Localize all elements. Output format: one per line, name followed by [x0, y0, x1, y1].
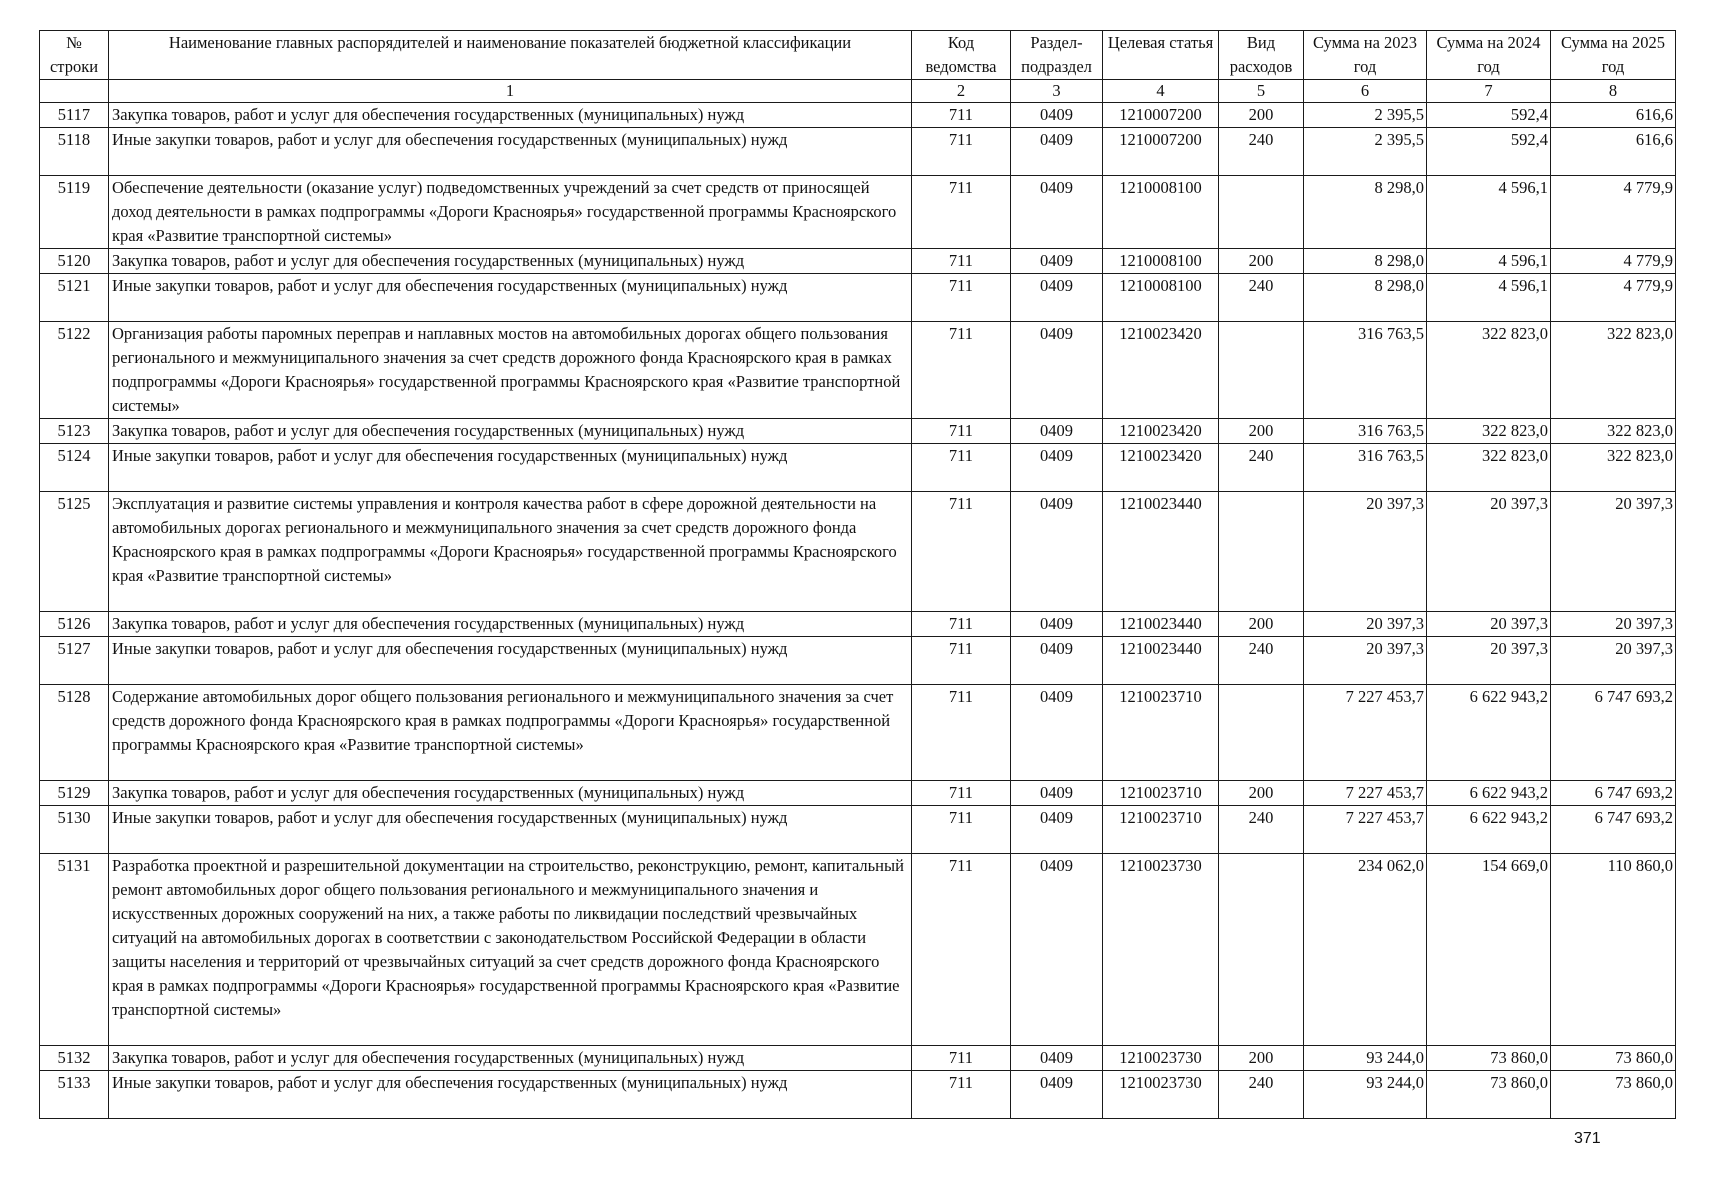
row-target: 1210008100: [1103, 249, 1219, 274]
row-target: 1210008100: [1103, 176, 1219, 249]
row-section: 0409: [1011, 637, 1103, 685]
row-sum-2024: 20 397,3: [1427, 492, 1551, 612]
row-expense-type: 200: [1219, 103, 1304, 128]
row-expense-type: 240: [1219, 444, 1304, 492]
row-section: 0409: [1011, 1046, 1103, 1071]
row-number: 5118: [40, 128, 109, 176]
row-sum-2023: 7 227 453,7: [1304, 781, 1427, 806]
row-sum-2024: 73 860,0: [1427, 1071, 1551, 1119]
row-name: Иные закупки товаров, работ и услуг для обеспечения государственных (муниципальных) нужд: [109, 274, 912, 322]
row-section: 0409: [1011, 492, 1103, 612]
row-dept-code: 711: [912, 806, 1011, 854]
header-name: Наименование главных распорядителей и наименование показателей бюджетной классификации: [109, 31, 912, 80]
row-target: 1210023710: [1103, 781, 1219, 806]
row-dept-code: 711: [912, 322, 1011, 419]
header-sum-2023: Сумма на 2023 год: [1304, 31, 1427, 80]
row-sum-2023: 20 397,3: [1304, 637, 1427, 685]
table-row: [40, 806, 1676, 854]
row-number: 5117: [40, 103, 109, 128]
row-section: 0409: [1011, 444, 1103, 492]
row-section: 0409: [1011, 806, 1103, 854]
table-row: [40, 103, 1676, 128]
row-sum-2024: 4 596,1: [1427, 249, 1551, 274]
table-row: [40, 492, 1676, 612]
row-sum-2025: 4 779,9: [1551, 249, 1676, 274]
row-number: 5132: [40, 1046, 109, 1071]
row-number: 5133: [40, 1071, 109, 1119]
row-target: 1210007200: [1103, 128, 1219, 176]
row-sum-2025: 20 397,3: [1551, 492, 1676, 612]
row-dept-code: 711: [912, 103, 1011, 128]
column-number: 4: [1103, 80, 1219, 103]
row-sum-2025: 6 747 693,2: [1551, 685, 1676, 781]
row-sum-2024: 592,4: [1427, 128, 1551, 176]
row-sum-2023: 7 227 453,7: [1304, 806, 1427, 854]
row-name: Иные закупки товаров, работ и услуг для обеспечения государственных (муниципальных) нужд: [109, 637, 912, 685]
row-expense-type: 200: [1219, 612, 1304, 637]
row-expense-type: 240: [1219, 1071, 1304, 1119]
table-row: [40, 274, 1676, 322]
row-section: 0409: [1011, 322, 1103, 419]
row-number: 5126: [40, 612, 109, 637]
row-sum-2023: 2 395,5: [1304, 128, 1427, 176]
row-number: 5124: [40, 444, 109, 492]
row-target: 1210023420: [1103, 444, 1219, 492]
row-dept-code: 711: [912, 854, 1011, 1046]
row-dept-code: 711: [912, 781, 1011, 806]
row-sum-2025: 322 823,0: [1551, 444, 1676, 492]
row-expense-type: 240: [1219, 128, 1304, 176]
row-dept-code: 711: [912, 637, 1011, 685]
row-expense-type: 200: [1219, 419, 1304, 444]
row-number: 5128: [40, 685, 109, 781]
column-number: 3: [1011, 80, 1103, 103]
row-target: 1210023420: [1103, 419, 1219, 444]
row-name: Обеспечение деятельности (оказание услуг) подведомственных учреждений за счет средств от приносящей доход деятельности в рамках подпрограммы «Дороги Красноярья» государственной программы Красноярского края «Развитие транспортной системы»: [109, 176, 912, 249]
row-sum-2025: 110 860,0: [1551, 854, 1676, 1046]
row-sum-2023: 7 227 453,7: [1304, 685, 1427, 781]
row-name: Закупка товаров, работ и услуг для обеспечения государственных (муниципальных) нужд: [109, 419, 912, 444]
row-sum-2024: 322 823,0: [1427, 444, 1551, 492]
header-row-no: № строки: [40, 31, 109, 80]
row-sum-2023: 20 397,3: [1304, 612, 1427, 637]
row-sum-2024: 20 397,3: [1427, 612, 1551, 637]
row-target: 1210023710: [1103, 806, 1219, 854]
row-target: 1210023440: [1103, 492, 1219, 612]
row-sum-2024: 6 622 943,2: [1427, 685, 1551, 781]
row-target: 1210023440: [1103, 637, 1219, 685]
row-expense-type: [1219, 176, 1304, 249]
column-number-row: [40, 80, 1676, 103]
row-target: 1210023440: [1103, 612, 1219, 637]
row-name: Закупка товаров, работ и услуг для обеспечения государственных (муниципальных) нужд: [109, 103, 912, 128]
row-section: 0409: [1011, 685, 1103, 781]
row-sum-2025: 6 747 693,2: [1551, 781, 1676, 806]
table-row: [40, 685, 1676, 781]
row-name: Иные закупки товаров, работ и услуг для обеспечения государственных (муниципальных) нужд: [109, 806, 912, 854]
row-dept-code: 711: [912, 1046, 1011, 1071]
row-number: 5130: [40, 806, 109, 854]
row-dept-code: 711: [912, 492, 1011, 612]
row-sum-2024: 4 596,1: [1427, 176, 1551, 249]
row-sum-2023: 93 244,0: [1304, 1071, 1427, 1119]
table-row: [40, 128, 1676, 176]
row-section: 0409: [1011, 419, 1103, 444]
row-sum-2024: 322 823,0: [1427, 322, 1551, 419]
row-expense-type: [1219, 322, 1304, 419]
row-sum-2025: 20 397,3: [1551, 637, 1676, 685]
table-row: [40, 322, 1676, 419]
table-row: [40, 1046, 1676, 1071]
row-name: Организация работы паромных переправ и наплавных мостов на автомобильных дорогах общего пользования регионального и межмуниципального значения за счет средств дорожного фонда Красноярского края в рамках подпрограммы «Дороги Красноярья» государственной программы Красноярского края «Развитие транспортной системы»: [109, 322, 912, 419]
row-expense-type: 240: [1219, 806, 1304, 854]
row-expense-type: 240: [1219, 274, 1304, 322]
column-number: 6: [1304, 80, 1427, 103]
row-sum-2025: 616,6: [1551, 103, 1676, 128]
row-sum-2025: 322 823,0: [1551, 419, 1676, 444]
row-expense-type: 200: [1219, 249, 1304, 274]
row-sum-2023: 8 298,0: [1304, 274, 1427, 322]
row-name: Разработка проектной и разрешительной документации на строительство, реконструкцию, ремонт, капитальный ремонт автомобильных дорог общего пользования регионального и межмуниципального значения и искусственных дорожных сооружений на них, а также работы по ликвидации последствий чрезвычайных ситуаций на автомобильных дорогах в соответствии с законодательством Российской Федерации в области защиты населения и территорий от чрезвычайных ситуаций за счет средств дорожного фонда Красноярского края в рамках подпрограммы «Дороги Красноярья» государственной программы Красноярского края «Развитие транспортной системы»: [109, 854, 912, 1046]
header-section: Раздел-подраздел: [1011, 31, 1103, 80]
row-target: 1210023730: [1103, 1071, 1219, 1119]
table-row: [40, 612, 1676, 637]
header-target: Целевая статья: [1103, 31, 1219, 80]
row-target: 1210023420: [1103, 322, 1219, 419]
row-dept-code: 711: [912, 249, 1011, 274]
row-sum-2025: 4 779,9: [1551, 176, 1676, 249]
row-target: 1210023710: [1103, 685, 1219, 781]
column-number: 7: [1427, 80, 1551, 103]
row-expense-type: [1219, 685, 1304, 781]
row-name: Иные закупки товаров, работ и услуг для обеспечения государственных (муниципальных) нужд: [109, 444, 912, 492]
header-expense-type: Вид расходов: [1219, 31, 1304, 80]
column-number: 1: [109, 80, 912, 103]
row-sum-2023: 20 397,3: [1304, 492, 1427, 612]
row-number: 5119: [40, 176, 109, 249]
row-sum-2023: 316 763,5: [1304, 444, 1427, 492]
row-section: 0409: [1011, 854, 1103, 1046]
column-number: 5: [1219, 80, 1304, 103]
row-name: Закупка товаров, работ и услуг для обеспечения государственных (муниципальных) нужд: [109, 249, 912, 274]
row-sum-2023: 316 763,5: [1304, 419, 1427, 444]
row-target: 1210023730: [1103, 854, 1219, 1046]
row-target: 1210007200: [1103, 103, 1219, 128]
header-sum-2024: Сумма на 2024 год: [1427, 31, 1551, 80]
row-sum-2024: 6 622 943,2: [1427, 806, 1551, 854]
row-dept-code: 711: [912, 419, 1011, 444]
row-sum-2023: 316 763,5: [1304, 322, 1427, 419]
row-name: Содержание автомобильных дорог общего пользования регионального и межмуниципального значения за счет средств дорожного фонда Красноярского края в рамках подпрограммы «Дороги Красноярья» государственной программы Красноярского края «Развитие транспортной системы»: [109, 685, 912, 781]
row-section: 0409: [1011, 781, 1103, 806]
row-sum-2023: 8 298,0: [1304, 249, 1427, 274]
row-expense-type: 200: [1219, 781, 1304, 806]
row-sum-2025: 616,6: [1551, 128, 1676, 176]
row-sum-2025: 6 747 693,2: [1551, 806, 1676, 854]
row-sum-2025: 4 779,9: [1551, 274, 1676, 322]
row-name: Иные закупки товаров, работ и услуг для обеспечения государственных (муниципальных) нужд: [109, 128, 912, 176]
table-row: [40, 1071, 1676, 1119]
row-number: 5122: [40, 322, 109, 419]
header-dept-code: Код ведомства: [912, 31, 1011, 80]
row-number: 5125: [40, 492, 109, 612]
row-section: 0409: [1011, 103, 1103, 128]
table-row: [40, 781, 1676, 806]
row-sum-2023: 2 395,5: [1304, 103, 1427, 128]
row-section: 0409: [1011, 612, 1103, 637]
row-sum-2024: 4 596,1: [1427, 274, 1551, 322]
row-name: Иные закупки товаров, работ и услуг для обеспечения государственных (муниципальных) нужд: [109, 1071, 912, 1119]
row-expense-type: 200: [1219, 1046, 1304, 1071]
row-name: Закупка товаров, работ и услуг для обеспечения государственных (муниципальных) нужд: [109, 781, 912, 806]
row-number: 5131: [40, 854, 109, 1046]
row-section: 0409: [1011, 176, 1103, 249]
row-section: 0409: [1011, 249, 1103, 274]
table-header-row: [40, 31, 1676, 80]
row-number: 5120: [40, 249, 109, 274]
row-sum-2025: 73 860,0: [1551, 1046, 1676, 1071]
row-sum-2023: 93 244,0: [1304, 1046, 1427, 1071]
row-section: 0409: [1011, 1071, 1103, 1119]
row-sum-2024: 20 397,3: [1427, 637, 1551, 685]
table-row: [40, 249, 1676, 274]
row-section: 0409: [1011, 128, 1103, 176]
row-target: 1210008100: [1103, 274, 1219, 322]
row-target: 1210023730: [1103, 1046, 1219, 1071]
table-row: [40, 637, 1676, 685]
row-expense-type: [1219, 854, 1304, 1046]
row-dept-code: 711: [912, 444, 1011, 492]
row-expense-type: [1219, 492, 1304, 612]
page-number: 371: [1574, 1130, 1601, 1147]
row-sum-2025: 73 860,0: [1551, 1071, 1676, 1119]
row-number: 5129: [40, 781, 109, 806]
row-section: 0409: [1011, 274, 1103, 322]
row-number: 5127: [40, 637, 109, 685]
column-number: [40, 80, 109, 103]
table-row: [40, 419, 1676, 444]
column-number: 8: [1551, 80, 1676, 103]
row-sum-2024: 592,4: [1427, 103, 1551, 128]
row-dept-code: 711: [912, 176, 1011, 249]
row-dept-code: 711: [912, 685, 1011, 781]
row-sum-2023: 8 298,0: [1304, 176, 1427, 249]
header-sum-2025: Сумма на 2025 год: [1551, 31, 1676, 80]
table-row: [40, 444, 1676, 492]
row-number: 5123: [40, 419, 109, 444]
row-expense-type: 240: [1219, 637, 1304, 685]
column-number: 2: [912, 80, 1011, 103]
row-dept-code: 711: [912, 274, 1011, 322]
row-sum-2023: 234 062,0: [1304, 854, 1427, 1046]
budget-table: [39, 30, 1676, 1119]
row-sum-2024: 154 669,0: [1427, 854, 1551, 1046]
row-sum-2024: 73 860,0: [1427, 1046, 1551, 1071]
table-row: [40, 176, 1676, 249]
row-sum-2024: 322 823,0: [1427, 419, 1551, 444]
row-number: 5121: [40, 274, 109, 322]
row-name: Эксплуатация и развитие системы управления и контроля качества работ в сфере дорожной деятельности на автомобильных дорогах регионального и межмуниципального значения за счет средств дорожного фонда Красноярского края в рамках подпрограммы «Дороги Красноярья» государственной программы Красноярского края «Развитие транспортной системы»: [109, 492, 912, 612]
row-sum-2025: 322 823,0: [1551, 322, 1676, 419]
row-dept-code: 711: [912, 1071, 1011, 1119]
row-sum-2025: 20 397,3: [1551, 612, 1676, 637]
row-dept-code: 711: [912, 612, 1011, 637]
row-name: Закупка товаров, работ и услуг для обеспечения государственных (муниципальных) нужд: [109, 1046, 912, 1071]
row-sum-2024: 6 622 943,2: [1427, 781, 1551, 806]
row-name: Закупка товаров, работ и услуг для обеспечения государственных (муниципальных) нужд: [109, 612, 912, 637]
table-row: [40, 854, 1676, 1046]
row-dept-code: 711: [912, 128, 1011, 176]
